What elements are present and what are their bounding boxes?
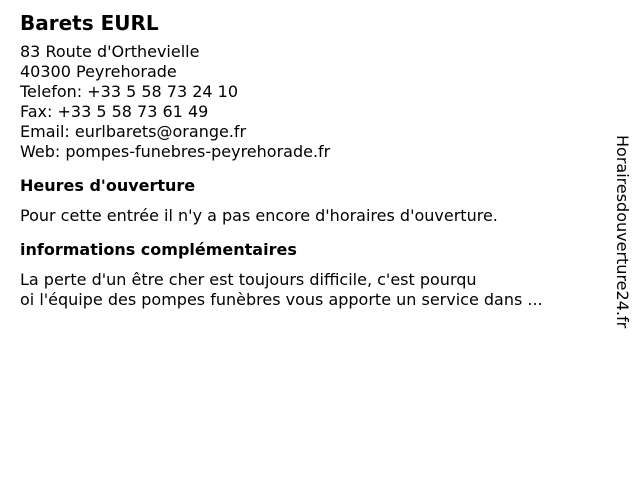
address-street: 83 Route d'Orthevielle [20, 42, 200, 61]
site-watermark: Horairesdouverture24.fr [613, 135, 632, 329]
opening-hours-heading: Heures d'ouverture [20, 176, 196, 195]
email-address: Email: eurlbarets@orange.fr [20, 122, 247, 141]
additional-info-heading: informations complémentaires [20, 240, 297, 259]
fax-number: Fax: +33 5 58 73 61 49 [20, 102, 209, 121]
phone-number: Telefon: +33 5 58 73 24 10 [20, 82, 239, 101]
opening-hours-text: Pour cette entrée il n'y a pas encore d'horaires d'ouverture. [20, 206, 498, 225]
additional-info-line: oi l'équipe des pompes funèbres vous apporte un service dans ... [20, 290, 543, 309]
additional-info-text [20, 270, 600, 310]
business-card [20, 10, 600, 310]
website: Web: pompes-funebres-peyrehorade.fr [20, 142, 331, 161]
additional-info-line: La perte d'un être cher est toujours difficile, c'est pourqu [20, 270, 477, 289]
business-name: Barets EURL [20, 11, 159, 35]
address-city: 40300 Peyrehorade [20, 62, 177, 81]
